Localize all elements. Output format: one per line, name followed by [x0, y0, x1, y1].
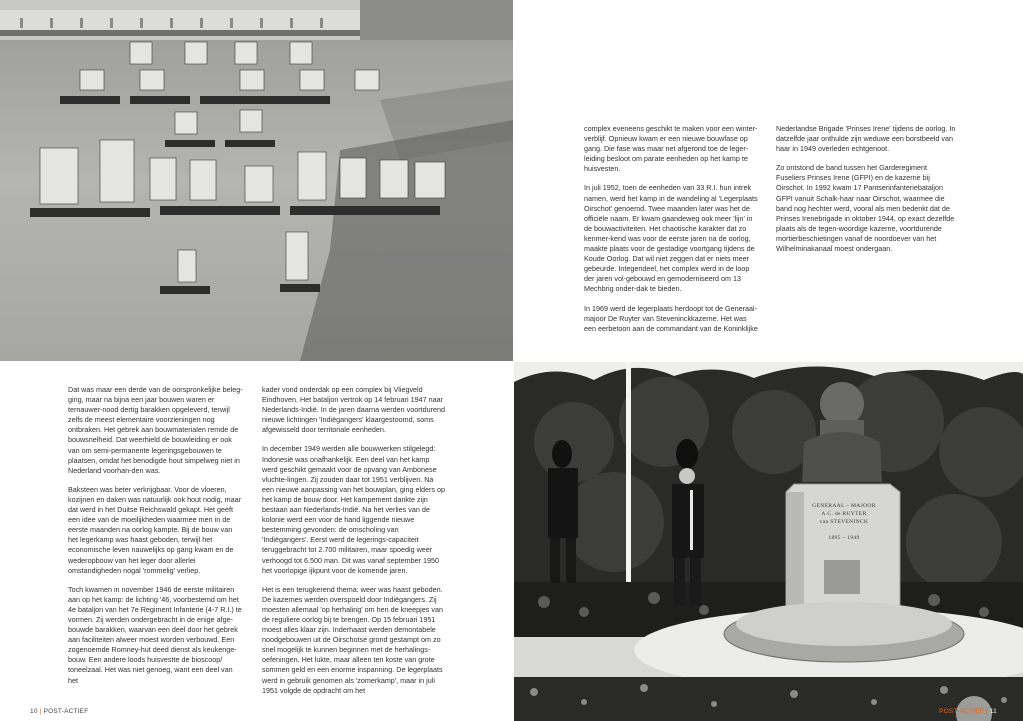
- text-column-top-right-1: [584, 124, 760, 343]
- page-number: 10: [30, 708, 38, 715]
- magazine-name: POST-ACTIEF: [939, 708, 984, 715]
- inscription-surname: van STEVENINCK: [819, 519, 869, 525]
- page-folio-left: [30, 708, 88, 715]
- paragraph: complex eveneens geschikt te maken voor een winter-verblijf. Opnieuw kwam er een nieuwe bouwfase op gang. Die fase was maar net afgerond toe de leger-leiding besloot om parate eenheden op het kamp te huisvesten.: [584, 124, 758, 174]
- paragraph: Nederlandse Brigade 'Prinses Irene' tijdens de oorlog. In datzelfde jaar onthulde zijn weduwe een borstbeeld van haar in 1949 overleden echtgenoot.: [776, 124, 956, 154]
- aerial-parade-photo: [0, 0, 513, 361]
- paragraph: kader vond onderdak op een complex bij Vliegveld Eindhoven. Het bataljon vertrok op 14 februari 1947 naar Nederlands-Indië. In de jaren daarna werden voortdurend nieuwe lichtingen 'Indiëgangers' klaargestoomd, soms afgewisseld door territoriale eenheden.: [262, 385, 446, 435]
- monument-inscription: [802, 502, 886, 542]
- paragraph: In 1969 werd de legerplaats herdoopt tot de Generaal-majoor De Ruyter van Steveninckkazerne. Het was een eerbetoon aan de commandant van de Koninklijke: [584, 303, 758, 333]
- paragraph: In december 1949 werden alle bouwwerken stilgelegd: Indonesië was onafhankelijk. Een deel van het kamp werd geschikt gemaakt voor de opvang van Ambonese vluchte-lingen. Zij zouden daar tot 1951 verblijven. Na een nieuwe aanpassing van het bouwplan, ging elders op het kamp de bouw door. Het kampement dankte zijn bestaan aan Nederlands-Indië. Na het verlies van de kolonie werd een voor de hand liggende nieuwe bestemming gevonden: de omscholing van 'Indiëgangers'. Eerst werd de legerings-capaciteit teruggebracht tot 2.700 militairen, maar spoedig weer verhoogd tot 6.500 man. Dit was vanaf september 1950 het voorlopige ijkpunt voor de komende jaren.: [262, 444, 446, 575]
- paragraph: Zo ontstond de band tussen het Garderegiment Fuseliers Prinses Irene (GFPI) en de kazerne bij Oirschot. In 1992 kwam 17 Pantserinfanteriebataljon GFPI vanuit Schalk-haar naar Oirschot, waarmee die band nog hechter werd, vooral als men bedenkt dat de Prinses Irenebrigade in oktober 1944, op exact dezelfde plaats als de tegen-woordige kazerne, voortdurende mortierbeschietingen vanaf de noordoever van het Wilhelminakanaal moest ondergaan.: [776, 163, 955, 254]
- paragraph: Het is een terugkerend thema: weer was haast geboden. De kazernes werden overspoeld door Indiëgangers. Zij moesten allemaal 'op herhaling' om hen de kneepjes van de reguliere oorlog bij te brengen. Op 15 februari 1951 moest alles klaar zijn. Inderhaast werden demontabele noodgebouwen uit de Oirschotse grond gestampt om zo snel mogelijk te kunnen beginnen met de herhalings-oefeningen. Het lukte, maar alleen ten koste van grote sommen geld en een enorme inspanning. De legerplaats werd in gebruik genomen als 'zomerkamp', maar in juli 1951 volgde de opdracht om het: [262, 584, 443, 695]
- page-folio-right: [939, 708, 997, 715]
- monument-photo: [514, 362, 1023, 721]
- paragraph: Dat was maar een derde van de oorspronkelijke beleg-ging, maar na bijna een jaar bouwen waren er ternauwer-nood dertig barakken opgeleverd, terwijl zelfs de meest elementaire voorzieningen nog ontbraken. Het gebrek aan bouwmaterialen remde de bouwsnelheid. Dat weerhield de bouwleiding er ook van om semi-permanente legeringsgebouwen te plaatsen, omdat het benodigde hout simpelweg niet in Nederland voorhan-den was.: [68, 385, 243, 475]
- folio-separator: |: [985, 708, 988, 715]
- page-number: 11: [989, 708, 997, 715]
- inscription-rank: GENERAAL – MAJOOR: [812, 503, 876, 509]
- paragraph: Toch kwamen in november 1946 de eerste militairen aan op het kamp: de lichting '46, voorbestemd om het 4e bataljon van het 7e Regiment Infanterie (4-7 R.I.) te vormen. Zij werden ondergebracht in de enige afge-bouwde barakken, waarvan een deel door het gebrek aan faciliteiten alweer moest worden verbouwd. Een zogenoemde Romney-hut deed dienst als keukenge-bouw. Een andere loods huisvestte de bioscoop/ toneelzaal. Het was niet genoeg, want een deel van het: [68, 584, 242, 685]
- magazine-name: POST-ACTIEF: [43, 708, 89, 715]
- text-column-bottom-left-2: [262, 385, 446, 705]
- inscription-name: A.C. de RUYTER: [821, 511, 867, 517]
- inscription-years: 1895 – 1949: [828, 535, 860, 541]
- paragraph: In juli 1952, toen de eenheden van 33 R.I. hun intrek namen, werd het kamp in de wandeling al 'Legerplaats Oirschot' genoemd. Twee maanden later was het de officiële naam. Er kwam gaandeweg ook meer 'lijn' in de bouwactiviteiten. Het chaotische karakter dat zo kenmer-kend was voor de eerste jaren na de oorlog, maakte plaats voor de gestadige voortgang tijdens de Koude Oorlog. Dat wil niet zeggen dat er niets meer gebeurde. Integendeel, het complex werd in de loop der jaren vol-gebouwd en gemoderniseerd om 13 Mechbrig onder-dak te bieden.: [584, 183, 758, 294]
- text-column-top-right-2: [776, 124, 958, 263]
- paragraph: Baksteen was beter verkrijgbaar. Voor de vloeren, kozijnen en daken was natuurlijk ook hout nodig, maar dat werd in het Duitse Reichswald gekapt. Het geeft een idee van de moeilijkheden waarmee men in de eerste maanden na oorlog kampte. Bij de bouw van het legerkamp was haast geboden, terwijl het economische leven nauwelijks op gang kwam en de wederopbouw van het leger door allerlei omstandigheden nogal 'rommelig' verliep.: [68, 484, 242, 575]
- folio-separator: |: [39, 708, 42, 715]
- text-column-bottom-left-1: [68, 385, 244, 695]
